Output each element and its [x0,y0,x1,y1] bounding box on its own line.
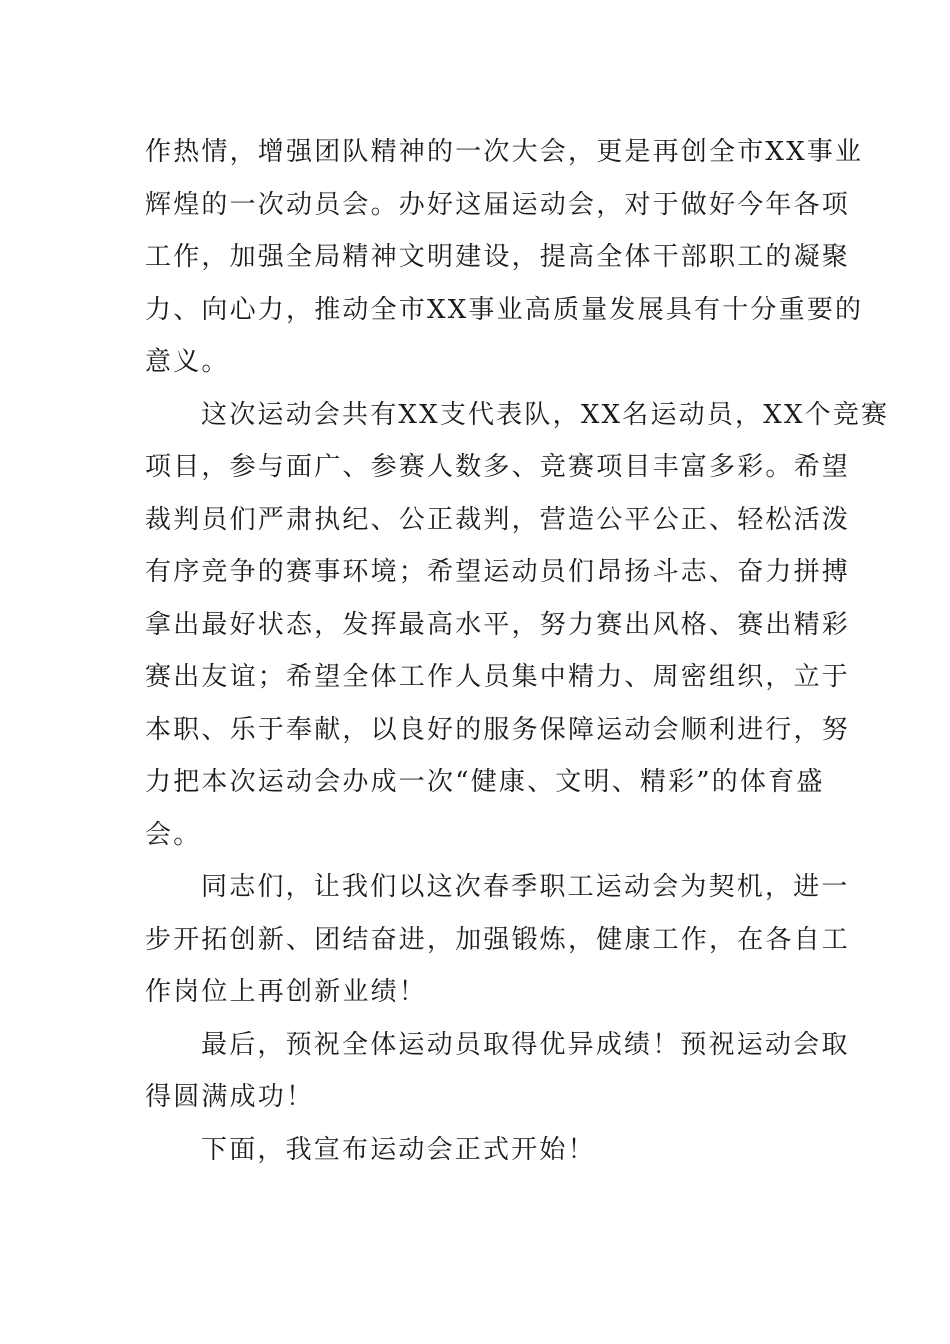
text-line: 项目，参与面广、参赛人数多、竞赛项目丰富多彩。希望 [145,452,851,482]
text-line: 下面，我宣布运动会正式开始！ [201,1134,596,1165]
paragraph-2 [145,389,890,862]
text-line: 辉煌的一次动员会。办好这届运动会，对于做好今年各项 [145,189,851,220]
text-line: 会。 [145,819,202,850]
text-line: 作热情，增强团队精神的一次大会，更是再创全市XX事业 [145,137,864,167]
text-line: 裁判员们严肃执纪、公正裁判，营造公平公正、轻松活泼 [145,504,851,535]
text-line: 同志们，让我们以这次春季职工运动会为契机，进一 [201,872,850,902]
text-line: 力把本次运动会办成一次“健康、文明、精彩”的体育盛 [145,767,825,797]
paragraph-3 [145,861,851,1019]
text-line: 工作，加强全局精神文明建设，提高全体干部职工的凝聚 [145,242,851,272]
document-body [145,126,890,1176]
paragraph-4 [145,1019,850,1124]
text-line: 得圆满成功！ [145,1082,315,1112]
text-line: 力、向心力，推动全市XX事业高质量发展具有十分重要的 [145,294,864,325]
text-line: 最后，预祝全体运动员取得优异成绩！预祝运动会取 [201,1029,850,1060]
text-line: 有序竞争的赛事环境；希望运动员们昂扬斗志、奋力拼搏 [145,557,851,587]
text-line: 作岗位上再创新业绩！ [145,977,428,1007]
text-line: 赛出友谊；希望全体工作人员集中精力、周密组织，立于 [145,662,851,692]
text-line: 拿出最好状态，发挥最高水平，努力赛出风格、赛出精彩 [145,609,851,640]
text-line: 意义。 [145,347,230,377]
text-line: 这次运动会共有XX支代表队，XX名运动员，XX个竞赛 [201,399,890,430]
paragraph-1 [145,126,864,389]
text-line: 步开拓创新、团结奋进，加强锻炼，健康工作，在各自工 [145,924,851,955]
text-line: 本职、乐于奉献，以良好的服务保障运动会顺利进行，努 [145,714,851,745]
paragraph-5 [145,1124,811,1177]
